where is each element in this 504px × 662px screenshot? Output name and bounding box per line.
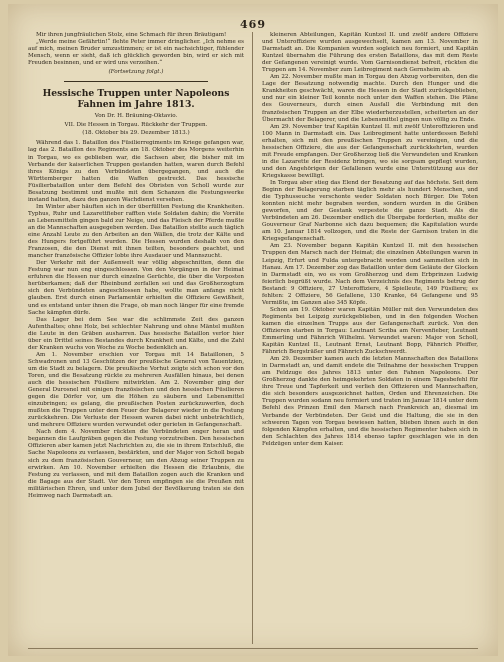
- article-paragraph: In Torgau aber stieg das Elend der Besatzung auf das höchste. Seit dem Beginn der Belagerung starben täglich mehr als hundert Menschen, und die Typhusseuche verschonte weder Soldaten noch Bürger. Die Toten konnten nicht mehr begraben werden, sondern wurden in die Gräben geworfen, und der Gestank verpestete die ganze Stadt. Als die Verbündeten am 26. Dezember endlich die Übergabe forderten, mußte der Gouverneur Graf Narbonne sich dazu bequemen; die Kapitulation wurde am 10. Januar 1814 vollzogen, und die Reste der Garnison traten in die Kriegsgefangenschaft.: [262, 179, 478, 243]
- column-divider: [252, 32, 253, 644]
- section-divider: [64, 81, 208, 82]
- article-paragraph: Das Lager bei dem See war die schlimmste Zeit des ganzen Aufenthaltes; ohne Holz, bei schlechter Nahrung und ohne Mäntel mußten die Leute in den Gräben ausharren. Das hessische Bataillon verlor hier über ein Drittel seines Bestandes durch Krankheit und Kälte, und die Zahl der Kranken wuchs von Woche zu Woche bedenklich an.: [28, 316, 244, 351]
- article-paragraph: Schon am 19. Oktober waren Kapitän Müller mit den Verwundeten des Regiments bei Leipzig zurückgeblieben, und in den folgenden Wochen kamen die einzelnen Trupps aus der Gefangenschaft zurück. Von den Offizieren starben in Torgau: Leutnant Scriba am Nervenfieber, Leutnant Emmerling und Fähnrich Wilhelmi. Verwundet waren: Major von Scholl, Kapitän Kuntzel II., Leutnant Ernst, Leutnant Bopp, Fähnrich Pfeiffer, Fähnrich Bergsträßer und Fähnrich Zuckschwerdt.: [262, 306, 478, 356]
- article-paragraph: Am 1. November erschien vor Torgau mit 14 Bataillonen, 5 Schwadronen und 13 Geschützen der preußische General von Tauentzien, um die Stadt zu belagern. Die preußische Vorhut zeigte sich schon vor den Toren, und die Besatzung rückte zu mehreren Ausfällen hinaus, bei denen auch die hessischen Füsiliere mitwirkten. Am 2. November ging der General Durosnel mit einigen französischen und den hessischen Füsilieren gegen die Dörfer vor, um die Höhen zu säubern und Lebensmittel einzubringen; es gelang, die preußischen Posten zurückzuwerfen, doch mußten die Truppen unter dem Feuer der Belagerer wieder in die Festung zurückkehren. Die Verluste der Hessen waren dabei nicht unbeträchtlich, und mehrere Offiziere wurden verwundet oder gerieten in Gefangenschaft.: [28, 351, 244, 429]
- newspaper-page: [8, 4, 498, 656]
- article-paragraph: Am 22. November mußte man in Torgau den Abzug vorbereiten, den die Lage der Besatzung notwendig machte. Durch den Hunger und die Krankheiten geschwächt, waren die Hessen in der Stadt zurückgeblieben, und nur ein kleiner Teil konnte noch unter den Waffen stehen. Die Pläne des Gouverneurs, durch einen Ausfall die Verbindung mit den französischen Truppen an der Elbe wiederherzustellen, scheiterten an der Übermacht der Belagerer, und die Lebensmittel gingen nun völlig zu Ende.: [262, 74, 478, 123]
- article-paragraph: Nach dem 4. November rückten die Verbündeten enger heran und begannen die Laufgräben gegen die Festung vorzutreiben. Den hessischen Offizieren aber kamen jetzt Nachrichten zu, die sie in ihrem Entschluß, die Sache Napoleons zu verlassen, bestärkten, und der Major von Scholl begab sich zu dem französischen Gouverneur, um den Abzug seiner Truppen zu erwirken. Am 10. November erhielten die Hessen die Erlaubnis, die Festung zu verlassen, und mit dem Bataillon zogen auch die Kranken und die Bagage aus der Stadt. Vor den Toren empfingen sie die Preußen mit militärischen Ehren, und unter dem Jubel der Bevölkerung traten sie den Heimweg nach Darmstadt an.: [28, 429, 244, 499]
- article-paragraph: Am 29. Dezember kamen auch die letzten Mannschaften des Bataillons in Darmstadt an, und damit endete die Teilnahme der hessischen Truppen am Feldzuge des Jahres 1813 unter den Fahnen Napoleons. Der Großherzog dankte den heimgekehrten Soldaten in einem Tagesbefehl für ihre Treue und Tapferkeit und verlieh den Offizieren und Mannschaften, die sich besonders ausgezeichnet hatten, Orden und Ehrenzeichen. Die Truppen wurden sodann neu formiert und traten im Januar 1814 unter dem Befehl des Prinzen Emil den Marsch nach Frankreich an, diesmal im Verbande der Verbündeten. Der Geist und die Haltung, die sie in den schweren Tagen von Torgau bewiesen hatten, blieben ihnen auch in den folgenden Kämpfen erhalten, und die hessischen Regimenter haben sich in den Schlachten des Jahres 1814 ebenso tapfer geschlagen wie in den Feldzügen unter dem Kaiser.: [262, 356, 478, 447]
- story-paragraph: Mir ihren jungfräulichen Stolz, eine Schmach für ihren Bräutigam!: [36, 32, 227, 38]
- page-number: 469: [240, 18, 266, 31]
- right-column: [262, 32, 478, 646]
- article-paragraph: Am 29. November traf Kapitän Kuntzel II. mit zwölf Unteroffizieren und 100 Mann in Darmstadt ein. Das Leibregiment hatte unterdessen Befehl erhalten, sich mit den preußischen Truppen zu vereinigen, und die hessischen Offiziere, die aus der Gefangenschaft zurückkehrten, wurden mit Freude empfangen. Der Großherzog ließ die Verwundeten und Kranken in die Lazarette der Residenz bringen, wo sie sorgsam gepflegt wurden, und den Angehörigen der Gefallenen wurde eine Unterstützung aus der Kriegskasse bewilligt.: [262, 123, 478, 179]
- chapter-heading: VII. Die Hessen in Torgau. Rückkehr der Truppen.: [64, 122, 208, 129]
- article-author: Von Dr. H. Bräuning-Oktavio.: [94, 113, 178, 120]
- article-title: Hessische Truppen unter Napoleons Fahnen im Jahre 1813.: [42, 88, 230, 111]
- article-paragraph: Der Verkehr mit der Außenwelt war völlig abgeschnitten, denn die Festung war nun eng eingeschlossen. Von den Vorgängen in der Heimat erfuhren die Hessen nur durch einzelne Gerüchte, die über die Vorposten herüberkamen; daß der Rheinbund zerfallen sei und das Großherzogtum sich den Verbündeten angeschlossen habe, wollte man anfangs nicht glauben. Erst durch einen Parlamentär erhielten die Offiziere Gewißheit, und es entstand unter ihnen die Frage, ob man noch länger für eine fremde Sache kämpfen dürfe.: [28, 260, 244, 316]
- article-paragraph: Am 23. November begann Kapitän Kuntzel II. mit den hessischen Truppen den Marsch nach der Heimat; die einzelnen Abteilungen waren in Leipzig, Erfurt und Fulda untergebracht worden und sammelten sich in Hanau. Am 17. Dezember zog das Bataillon unter dem Geläute der Glocken in Darmstadt ein, wo es vom Großherzog und dem Erbprinzen Ludwig feierlich begrüßt wurde. Nach dem Verzeichnis des Regiments betrug der Bestand: 9 Offiziere, 27 Unteroffiziere, 4 Spielleute, 149 Füsiliere; es fehlten: 2 Offiziere, 56 Gefallene, 130 Kranke, 64 Gefangene und 95 Vermißte, im Ganzen also 345 Köpfe.: [262, 243, 478, 306]
- bottom-rule: [28, 648, 478, 649]
- story-paragraph: „Werde meine Gefährtin!“ flehte Peter immer dringlicher. „Ich nehme es auf mich, meinen Bruder umzustimmen; er ist ein nachsichtiger, fühlender Mensch, wenn er sieht, daß ich glücklich geworden bin, wird er sich mit Freuden besinnen, und er wird uns verzeihen.“: [28, 39, 244, 67]
- article-paragraph: kleineren Abteilungen, Kapitän Kuntzel II. und zwölf andere Offiziere und Unteroffiziere wurden ausgewechselt, kamen am 13. November in Darmstadt an. Die Kompanien wurden sogleich neu formiert, und Kapitän Kuntzel übernahm die Führung des ersten Bataillons, das mit dem Reste der Gefangenen vereinigt wurde. Vom Garnisondienst befreit, rückten die Truppen am 14. November zum Leibregiment nach Gernsheim ab.: [262, 32, 478, 74]
- article-paragraph: Während das 1. Bataillon des Füsilierregiments im Kriege gefangen war, lag das 2. Bataillon des Regiments am 18. Oktober des Morgens weiterhin in Torgau, wo es geblieben war, die Sachsen aber, die bisher mit im Verbande der kaiserlichen Truppen gestanden hatten, waren durch Befehl ihres Königs zu den Verbündeten übergegangen, und auch die Württemberger hatten die Waffen gestreckt. Das hessische Füsilierbataillon unter dem Befehl des Obristen von Scholl wurde zur Besatzung bestimmt und mußte mit dem Schanzen die Festungswerke instand halten, dazu den ganzen Wachdienst versehen.: [28, 140, 244, 203]
- chapter-subtitle: (18. Oktober bis 29. Dezember 1813.): [82, 130, 190, 137]
- continuation-note: (Fortsetzung folgt.): [108, 69, 164, 76]
- left-column: [28, 32, 244, 642]
- article-paragraph: Im Winter aber häuften sich in der überfüllten Festung die Krankheiten. Typhus, Ruhr und Lazarettfieber rafften viele Soldaten dahin; die Vorräte an Lebensmitteln gingen bald zur Neige, und das Fleisch der Pferde mußte an die Mannschaften ausgegeben werden. Das Bataillon stellte auch täglich eine Anzahl Leute zu den Arbeiten an den Wällen, die trotz der Kälte und des Hungers fortgeführt wurden. Die Hessen wurden deshalb von den Franzosen, die den Dienst mit ihnen teilten, besonders geachtet, und mancher französische Offizier lobte ihre Ausdauer und Mannszucht.: [28, 203, 244, 260]
